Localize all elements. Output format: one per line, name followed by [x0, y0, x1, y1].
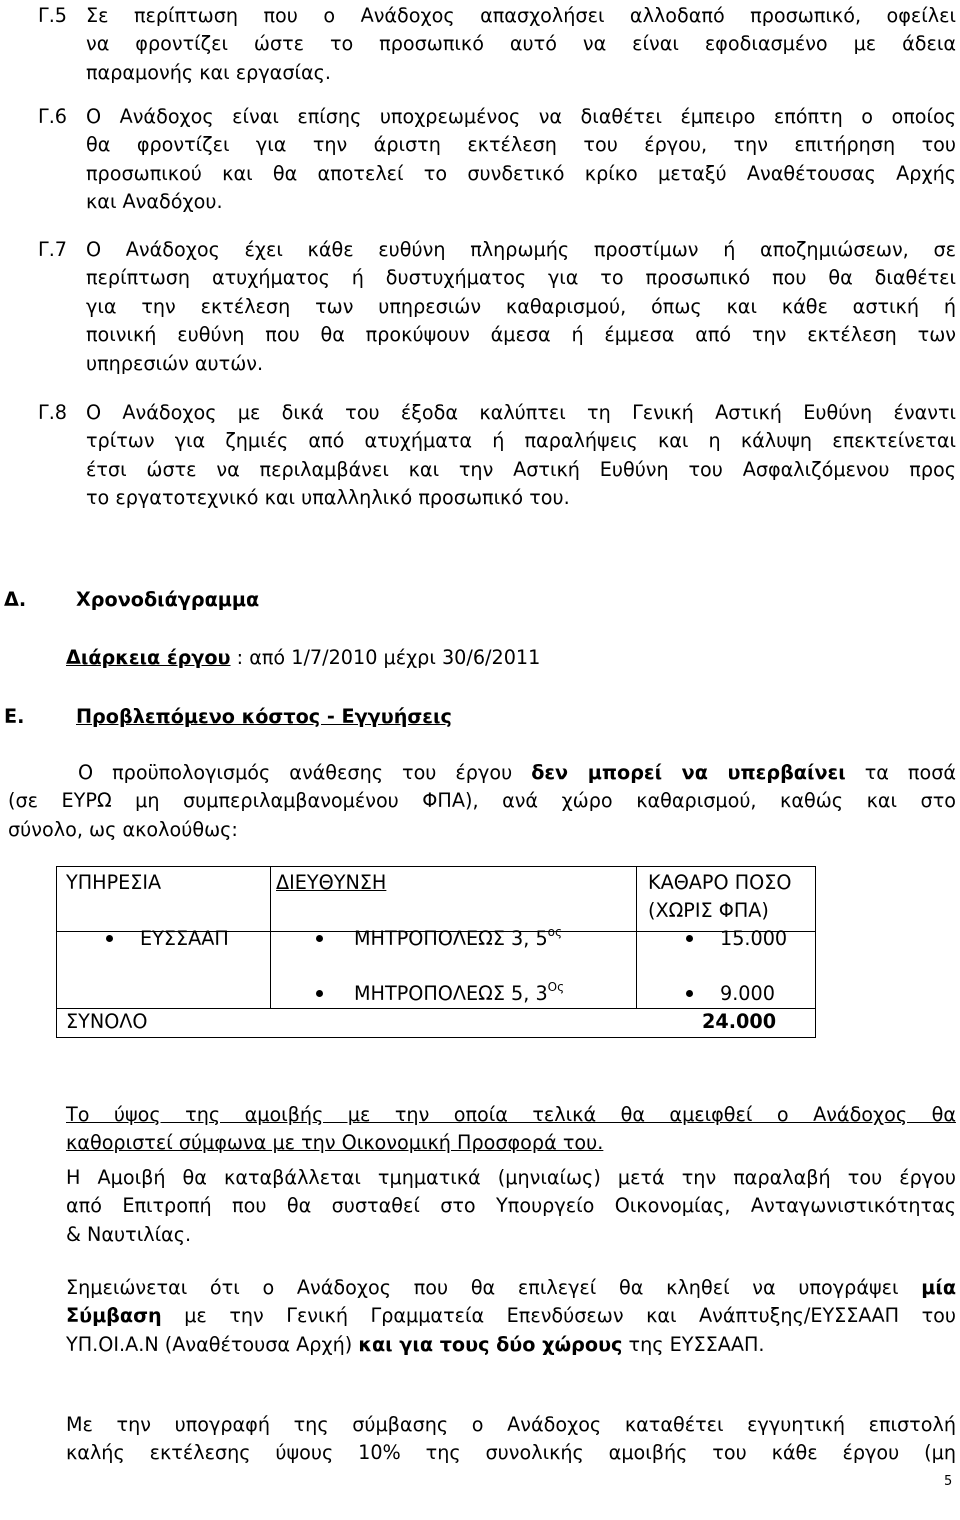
text-line: [66, 1331, 956, 1359]
amount-2: 9.000: [720, 982, 775, 1005]
text-line: Ο Ανάδοχος με δικά του έξοδα καλύπτει τη Γενική Αστική Ευθύνη έναντι: [86, 401, 956, 424]
guarantee-paragraph: [66, 1411, 956, 1468]
budget-paragraph: [8, 759, 956, 844]
text-line: υπηρεσιών αυτών.: [86, 351, 264, 375]
section-title: Χρονοδιάγραμμα: [76, 588, 260, 611]
ordinal-suffix: ος: [547, 924, 563, 939]
text-run: με την Γενική Γραμματεία Επενδύσεων και Ανάπτυξης/ΕΥΣΣΑΑΠ του: [161, 1304, 956, 1328]
paragraph-body: [86, 399, 956, 513]
text-line: παραμονής και εργασίας.: [86, 60, 331, 84]
text-line: καλής εκτέλεσης ύψους 10% της συνολικής αμοιβής του κάθε έργου (μη: [66, 1441, 956, 1465]
total-label: ΣΥΝΟΛΟ: [66, 1010, 148, 1033]
text-run: τα ποσά: [845, 761, 957, 784]
bullet-icon: [316, 935, 323, 942]
project-duration: [66, 644, 540, 672]
bullet-icon: [686, 990, 693, 997]
header-amount-line2: (ΧΩΡΙΣ ΦΠΑ): [648, 899, 769, 922]
emphasis-text: δεν μπορεί να υπερβαίνει: [531, 761, 846, 784]
text-line: Το ύψος της αμοιβής με την οποία τελικά θα αμειφθεί ο Ανάδοχος θα: [66, 1103, 956, 1126]
text-line: Με την υπογραφή της σύμβασης ο Ανάδοχος καταθέτει εγγυητική επιστολή: [66, 1413, 956, 1436]
text-line: σύνολο, ως ακολούθως:: [8, 817, 238, 841]
header-address: [276, 869, 386, 896]
address-2: [354, 980, 564, 1007]
header-address-text: ΔΙΕΥΘΥΝΣΗ: [276, 871, 387, 894]
bullet-icon: [316, 990, 323, 997]
amount-1: 15.000: [720, 927, 788, 950]
paragraph-number: Γ.8: [38, 401, 67, 424]
header-amount-line1: ΚΑΘΑΡΟ ΠΟΣΟ: [648, 871, 792, 894]
emphasis-text: Σύμβαση: [66, 1304, 162, 1328]
service-name: ΕΥΣΣΑΑΠ: [140, 927, 229, 950]
duration-value: : από 1/7/2010 μέχρι 30/6/2011: [230, 646, 541, 669]
text-line: (σε ΕΥΡΩ μη συμπεριλαμβανομένου ΦΠΑ), ανά χώρο καθαρισμού, καθώς και στο: [8, 789, 956, 813]
address-1: [354, 925, 562, 952]
text-line: να φροντίζει ώστε το προσωπικό αυτό να είναι εφοδιασμένο με άδεια: [86, 32, 956, 56]
duration-label: Διάρκεια έργου: [66, 646, 231, 669]
text-run: της ΕΥΣΣΑΑΠ.: [622, 1332, 765, 1356]
paragraph-body: [86, 2, 956, 87]
text-line: Σε περίπτωση που ο Ανάδοχος απασχολήσει αλλοδαπό προσωπικό, οφείλει: [86, 4, 956, 27]
text-line: θα φροντίζει για την άριστη εκτέλεση του έργου, την επιτήρηση του: [86, 133, 956, 157]
text-line: [8, 759, 956, 787]
section-number: Ε.: [4, 705, 25, 728]
text-line: από Επιτροπή που θα συσταθεί στο Υπουργείο Οικονομίας, Ανταγωνιστικότητας: [66, 1194, 956, 1218]
contract-paragraph: [66, 1274, 956, 1359]
text-line: τρίτων για ζημιές από ατυχήματα ή παραλήψεις και η κάλυψη επεκτείνεται: [86, 429, 956, 453]
bullet-icon: [686, 935, 693, 942]
text-line: [66, 1302, 956, 1330]
section-title-text: Προβλεπόμενο κόστος - Εγγυήσεις: [76, 705, 452, 728]
section-number: Δ.: [4, 588, 27, 611]
text-run: ΥΠ.ΟΙ.Α.Ν (Αναθέτουσα Αρχή): [66, 1332, 359, 1356]
paragraph-number: Γ.5: [38, 4, 67, 27]
text-line: Ο Ανάδοχος είναι επίσης υποχρεωμένος να διαθέτει έμπειρο επόπτη ο οποίος: [86, 105, 956, 128]
text-line: προσωπικού και θα αποτελεί το συνδετικό κρίκο μεταξύ Αναθέτουσας Αρχής: [86, 161, 956, 185]
text-line: Ο Ανάδοχος έχει κάθε ευθύνη πληρωμής προστίμων ή αποζημιώσεων, σε: [86, 238, 956, 261]
emphasis-text: και για τους δύο χώρους: [358, 1332, 623, 1356]
text-line: Η Αμοιβή θα καταβάλλεται τμηματικά (μηνιαίως) μετά την παραλαβή του έργου: [66, 1166, 956, 1189]
ordinal-suffix: Ος: [547, 979, 565, 994]
paragraph-number: Γ.7: [38, 238, 67, 261]
text-line: έτσι ώστε να περιλαμβάνει και την Αστική Ευθύνη του Ασφαλιζόμενου προς: [86, 457, 956, 481]
text-line: & Ναυτιλίας.: [66, 1222, 192, 1246]
total-value: 24.000: [702, 1010, 777, 1033]
section-title: [76, 703, 452, 731]
fee-paragraph: [66, 1101, 956, 1158]
paragraph-body: [86, 103, 956, 217]
emphasis-text: μία: [921, 1276, 956, 1299]
table-divider: [270, 866, 271, 1009]
address-2-text: ΜΗΤΡΟΠΟΛΕΩΣ 5, 3: [354, 982, 548, 1005]
bullet-icon: [106, 935, 113, 942]
paragraph-number: Γ.6: [38, 105, 67, 128]
header-service: ΥΠΗΡΕΣΙΑ: [66, 871, 162, 894]
text-line: περίπτωση ατυχήματος ή δυστυχήματος για το προσωπικό που θα διαθέτει: [86, 266, 956, 290]
text-line: και Αναδόχου.: [86, 190, 223, 214]
table-divider: [636, 866, 637, 1009]
page-number: 5: [944, 1474, 953, 1489]
text-line: το εργατοτεχνικό και υπαλληλικό προσωπικό του.: [86, 486, 570, 510]
text-run: Ο προϋπολογισμός ανάθεσης του έργου: [78, 761, 532, 784]
text-line: καθοριστεί σύμφωνα με την Οικονομική Προσφορά του.: [66, 1131, 604, 1155]
payment-paragraph: [66, 1164, 956, 1249]
text-line: ποινική ευθύνη που θα προκύψουν άμεσα ή έμμεσα από την εκτέλεση των: [86, 323, 956, 347]
paragraph-body: [86, 236, 956, 378]
text-line: [66, 1274, 956, 1302]
address-1-text: ΜΗΤΡΟΠΟΛΕΩΣ 3, 5: [354, 927, 548, 950]
text-line: για την εκτέλεση των υπηρεσιών καθαρισμού, όπως και κάθε αστική ή: [86, 294, 956, 318]
text-run: Σημειώνεται ότι ο Ανάδοχος που θα επιλεγεί θα κληθεί να υπογράψει: [66, 1276, 922, 1299]
